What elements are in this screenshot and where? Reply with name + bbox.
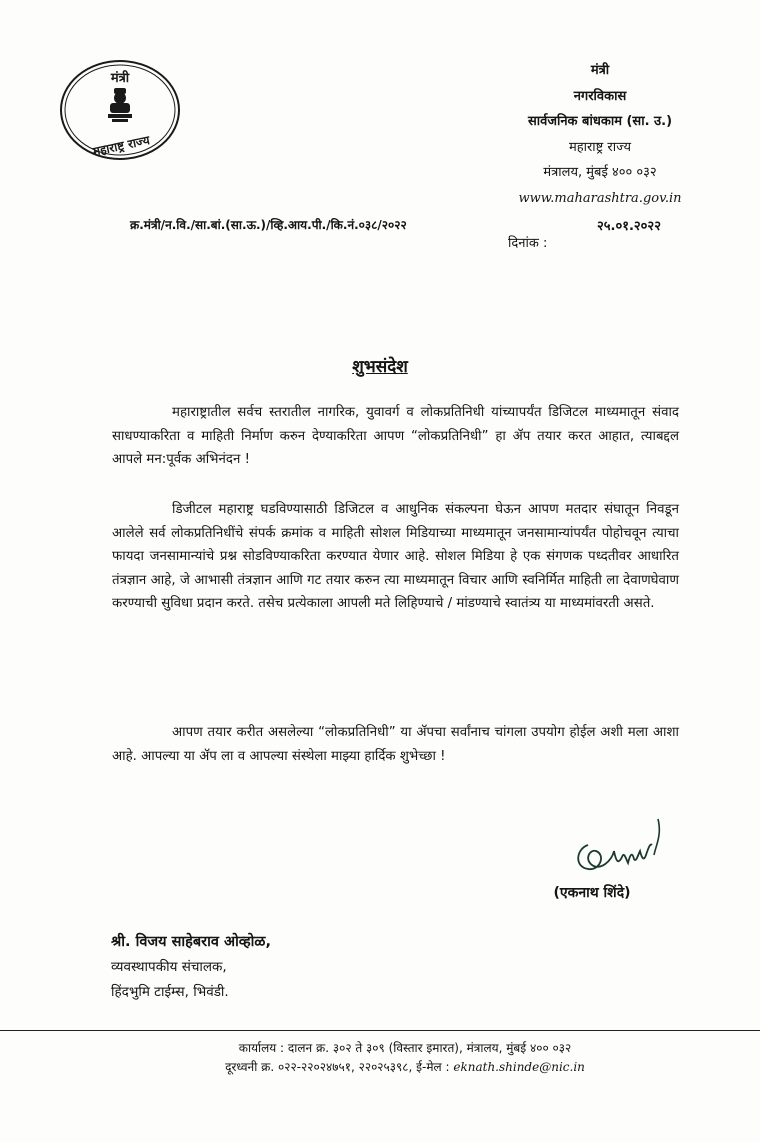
recipient-org: हिंदभुमि टाईम्स, भिवंडी. (111, 984, 229, 1000)
date-label: दिनांक : (508, 236, 548, 251)
header-dept-2: सार्वजनिक बांधकाम (सा. उ.) (527, 114, 673, 129)
signatory-name: (एकनाथ शिंदे) (553, 885, 631, 901)
footer-phone: दूरध्वनी क्र. ०२२-२२०२४७५१, २२०२५३९८, ई-मेल : (225, 1060, 450, 1074)
seal-top-text: मंत्री (110, 71, 130, 86)
recipient-block (111, 930, 271, 1005)
recipient-designation: व्यवस्थापकीय संचालक, (111, 959, 227, 975)
seal-bottom-text: महाराष्ट्र राज्य (91, 133, 151, 159)
footer-email[interactable]: eknath.shinde@nic.in (453, 1060, 585, 1074)
header-website: www.maharashtra.gov.in (518, 190, 682, 206)
reference-number: क्र.मंत्री/न.वि./सा.बां.(सा.ऊ.)/व्हि.आय.पी./कि.नं.०३८/२०२२ (130, 218, 407, 232)
header-state: महाराष्ट्र राज्य (568, 139, 632, 155)
date-value: २५.०१.२०२२ (597, 219, 661, 234)
body-paragraph-3: आपण तयार करीत असलेल्या “लोकप्रतिनिधी” या ॲपचा सर्वांनाच चांगला उपयोग होईल अशी मला आशा आहे. आपल्या या ॲप ला व आपल्या संस्थेला माझ्या हार्दिक शुभेच्छा ! (112, 725, 679, 764)
maharashtra-seal-icon (58, 58, 182, 162)
signature-icon (566, 815, 686, 887)
header-title: मंत्री (590, 63, 610, 78)
header-dept-1: नगरविकास (573, 88, 627, 104)
body-paragraph-1: महाराष्ट्रातील सर्वच स्तरातील नागरिक, युवावर्ग व लोकप्रतिनिधी यांच्यापर्यंत डिजिटल माध्यमातून संवाद साधण्याकरिता व माहिती निर्माण करुन देण्याकरिता आपण “लोकप्रतिनिधी” हा ॲप तयार करत आहात, त्याबद्दल आपले मन:पूर्वक अभिनंदन ! (112, 405, 679, 467)
letterhead (470, 58, 730, 211)
footer-divider (0, 1030, 760, 1031)
footer-office: कार्यालय : दालन क्र. ३०२ ते ३०९ (विस्तार इमारत), मंत्रालय, मुंबई ४०० ०३२ (238, 1041, 572, 1055)
body-paragraph-2: डिजीटल महाराष्ट्र घडविण्यासाठी डिजिटल व आधुनिक संकल्पना घेऊन आपण मतदार संघातून निवडून आलेले सर्व लोकप्रतिनिधींचे संपर्क क्रमांक व माहिती सोशल मिडियाच्या माध्यमातून जनसामान्यांपर्यंत पोहोचवून त्याचा फायदा जनसामान्यांचे प्रश्न सोडविण्याकरिता करण्यात येणार आहे. सोशल मिडिया हे एक संगणक पध्दतीवर आधारित तंत्रज्ञान आहे, जे आभासी तंत्रज्ञान आणि गट तयार करुन त्या माध्यमातून विचार आणि स्वनिर्मित माहिती ला देवाणघेवाण करण्याची सुविधा प्रदान करते. तसेच प्रत्येकाला आपली मते लिहिण्याचे / मांडण्याचे स्वातंत्र्य या माध्यमांवरती असते. (112, 502, 679, 611)
letter-title: शुभसंदेश (352, 357, 408, 377)
footer-contact (150, 1058, 660, 1075)
header-address: मंत्रालय, मुंबई ४०० ०३२ (543, 165, 657, 180)
recipient-name: श्री. विजय साहेबराव ओव्होळ, (111, 934, 271, 950)
